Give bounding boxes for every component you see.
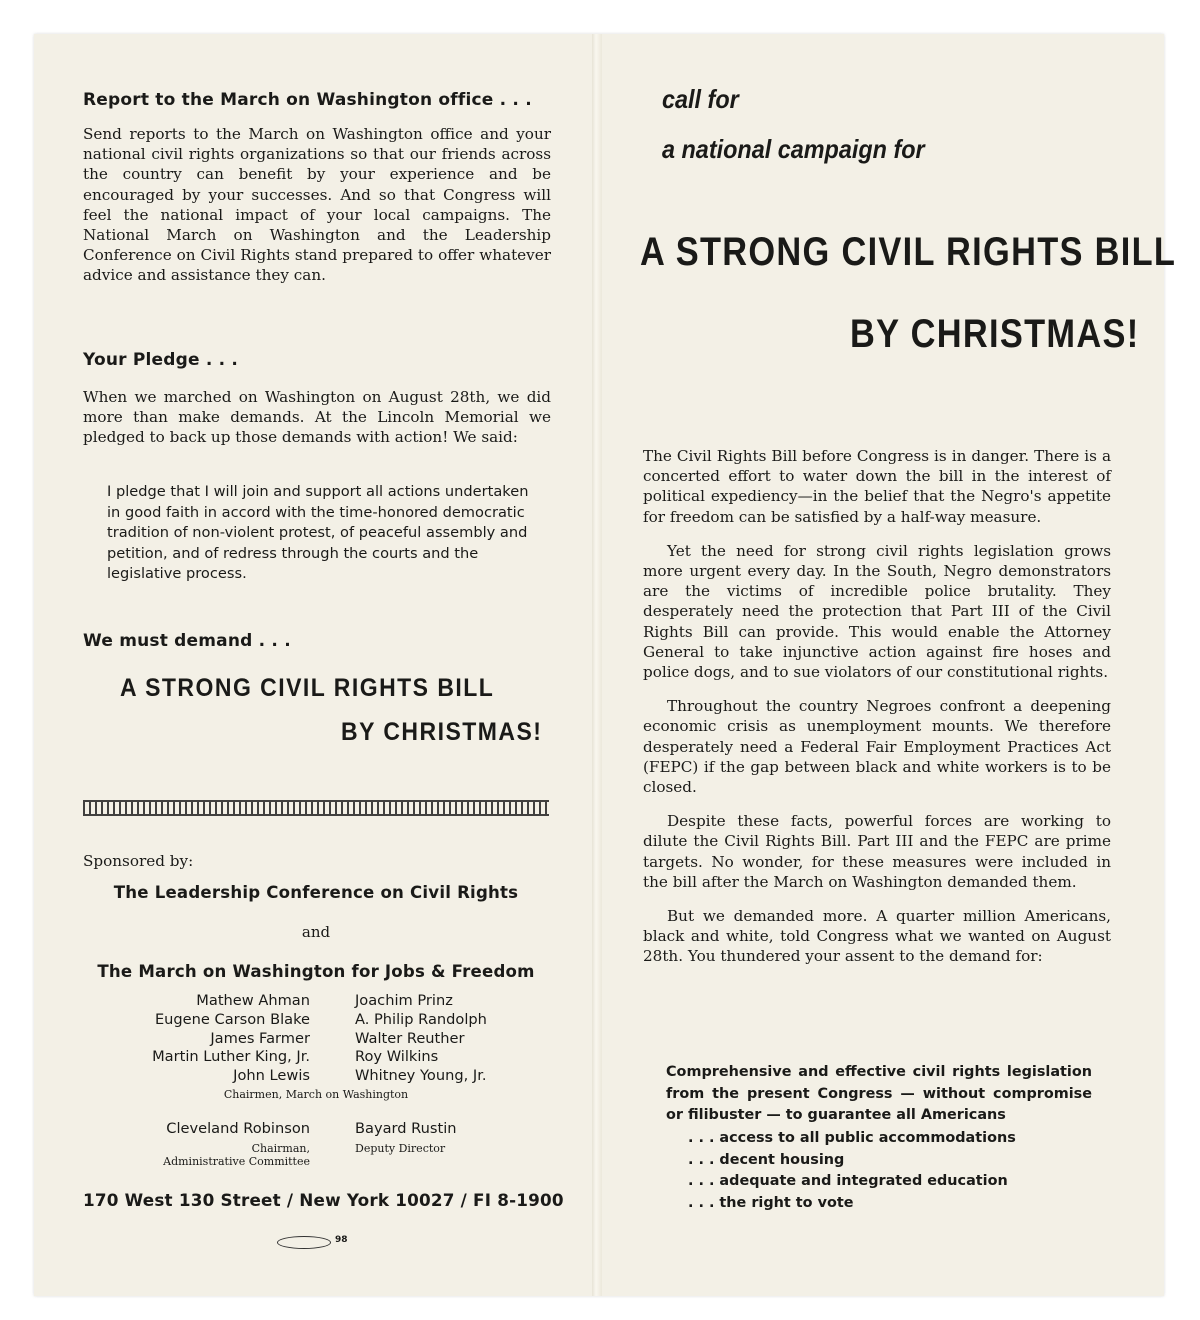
chairmen-left-column xyxy=(94,992,310,1086)
sponsor-org-2: The March on Washington for Jobs & Freedom xyxy=(97,962,535,981)
center-fold xyxy=(592,34,602,1296)
headline-line-1: A STRONG CIVIL RIGHTS BILL xyxy=(640,230,1177,274)
demand-heading: We must demand . . . xyxy=(83,631,291,651)
paragraph: Yet the need for strong civil rights legislation grows more urgent every day. In the South, Negro demonstrators are the victims of incredible police brutality. They desperately need the protection that Part III of the Civil Rights Bill can provide. This would enable the Attorney General to take injunctive action against fire hoses and police dogs, and to sue violators of our constitutional rights. xyxy=(643,541,1111,682)
chairman-name: Mathew Ahman xyxy=(196,992,310,1009)
chairman-name: John Lewis xyxy=(233,1067,310,1085)
headline-line-2: BY CHRISTMAS! xyxy=(850,312,1140,356)
report-heading: Report to the March on Washington office . . . xyxy=(83,90,532,110)
officer-1-title-2: Administrative Committee xyxy=(163,1155,310,1168)
chairman-name: Martin Luther King, Jr. xyxy=(152,1048,310,1066)
paragraph: The Civil Rights Bill before Congress is in danger. There is a concerted effort to water down the bill in the interest of political expediency—in the belief that the Negro's appetite for freedom can be satisfied by a half-way measure. xyxy=(643,447,1111,526)
demand-item: . . . decent housing xyxy=(688,1151,845,1168)
pledge-text: I pledge that I will join and support all actions undertaken in good faith in accord with the time-honored democratic tradition of non-violent protest, of peaceful assembly and petition, and of redress through the courts and the legislative process. xyxy=(107,483,529,583)
demand-item: . . . access to all public accommodations xyxy=(688,1130,1016,1146)
paragraph: Despite these facts, powerful forces are working to dilute the Civil Rights Bill. Part III and the FEPC are prime targets. No wonder, for these measures were included in the bill after the March on Washington demanded them. xyxy=(643,812,1111,891)
chairmen-caption: Chairmen, March on Washington xyxy=(223,1088,409,1101)
demand-item: . . . adequate and integrated education xyxy=(688,1173,1008,1190)
chairmen-right-column xyxy=(355,992,487,1086)
officer-2-title: Deputy Director xyxy=(355,1142,446,1155)
chairman-name: A. Philip Randolph xyxy=(355,1010,487,1028)
chairman-name: Whitney Young, Jr. xyxy=(355,1067,487,1085)
address: 170 West 130 Street / New York 10027 / FI 8-1900 xyxy=(83,1190,564,1210)
chairman-name: Walter Reuther xyxy=(355,1029,465,1047)
chairman-name: Eugene Carson Blake xyxy=(154,1010,310,1028)
demand-list xyxy=(688,1128,1016,1214)
left-panel xyxy=(34,34,592,1296)
pledge-heading: Your Pledge . . . xyxy=(83,350,239,370)
report-body: Send reports to the March on Washington office and your national civil rights organizations so that our friends across the country can benefit by your experience and be encouraged by your successes. And so that Congress will feel the national impact of your local campaigns. The National March on Washington and the Leadership Conference on Civil Rights stand prepared to offer whatever advice and assistance they can. xyxy=(83,125,551,285)
right-panel xyxy=(602,34,1177,1296)
slogan-line-1: A STRONG CIVIL RIGHTS BILL xyxy=(120,674,495,702)
demand-intro: Comprehensive and effective civil rights legislation from the present Congress — without compromise or filibuster — to guarantee all Americans xyxy=(666,1064,1092,1124)
chairman-name: Roy Wilkins xyxy=(355,1048,439,1066)
paragraph: Throughout the country Negroes confront a deepening economic crisis as unemployment mounts. We therefore desperately need a Federal Fair Employment Practices Act (FEPC) if the gap between black and white workers is to be closed. xyxy=(643,697,1111,797)
union-label-number: 98 xyxy=(335,1235,348,1245)
officer-2-name: Bayard Rustin xyxy=(355,1120,457,1137)
officer-1-title-1: Chairman, xyxy=(251,1142,310,1155)
demand-item: . . . the right to vote xyxy=(688,1194,854,1211)
sponsor-and: and xyxy=(301,923,331,941)
pledge-intro: When we marched on Washington on August 28th, we did more than make demands. At the Lincoln Memorial we pledged to back up those demands with action! We said: xyxy=(83,388,551,447)
call-line-2: a national campaign for xyxy=(662,134,925,164)
sponsored-by-label: Sponsored by: xyxy=(83,852,194,870)
slogan-line-2: BY CHRISTMAS! xyxy=(341,718,543,746)
body-paragraphs xyxy=(643,446,1111,981)
sponsor-org-1: The Leadership Conference on Civil Rights xyxy=(113,883,519,902)
greek-key-divider xyxy=(83,800,549,816)
paragraph: But we demanded more. A quarter million Americans, black and white, told Congress what we wanted on August 28th. You thundered your assent to the demand for: xyxy=(643,907,1111,966)
chairman-name: Joachim Prinz xyxy=(355,992,453,1009)
officer-1-name: Cleveland Robinson xyxy=(166,1120,310,1137)
call-line-1: call for xyxy=(662,84,739,114)
union-label-icon xyxy=(277,1236,331,1249)
chairman-name: James Farmer xyxy=(210,1029,310,1047)
